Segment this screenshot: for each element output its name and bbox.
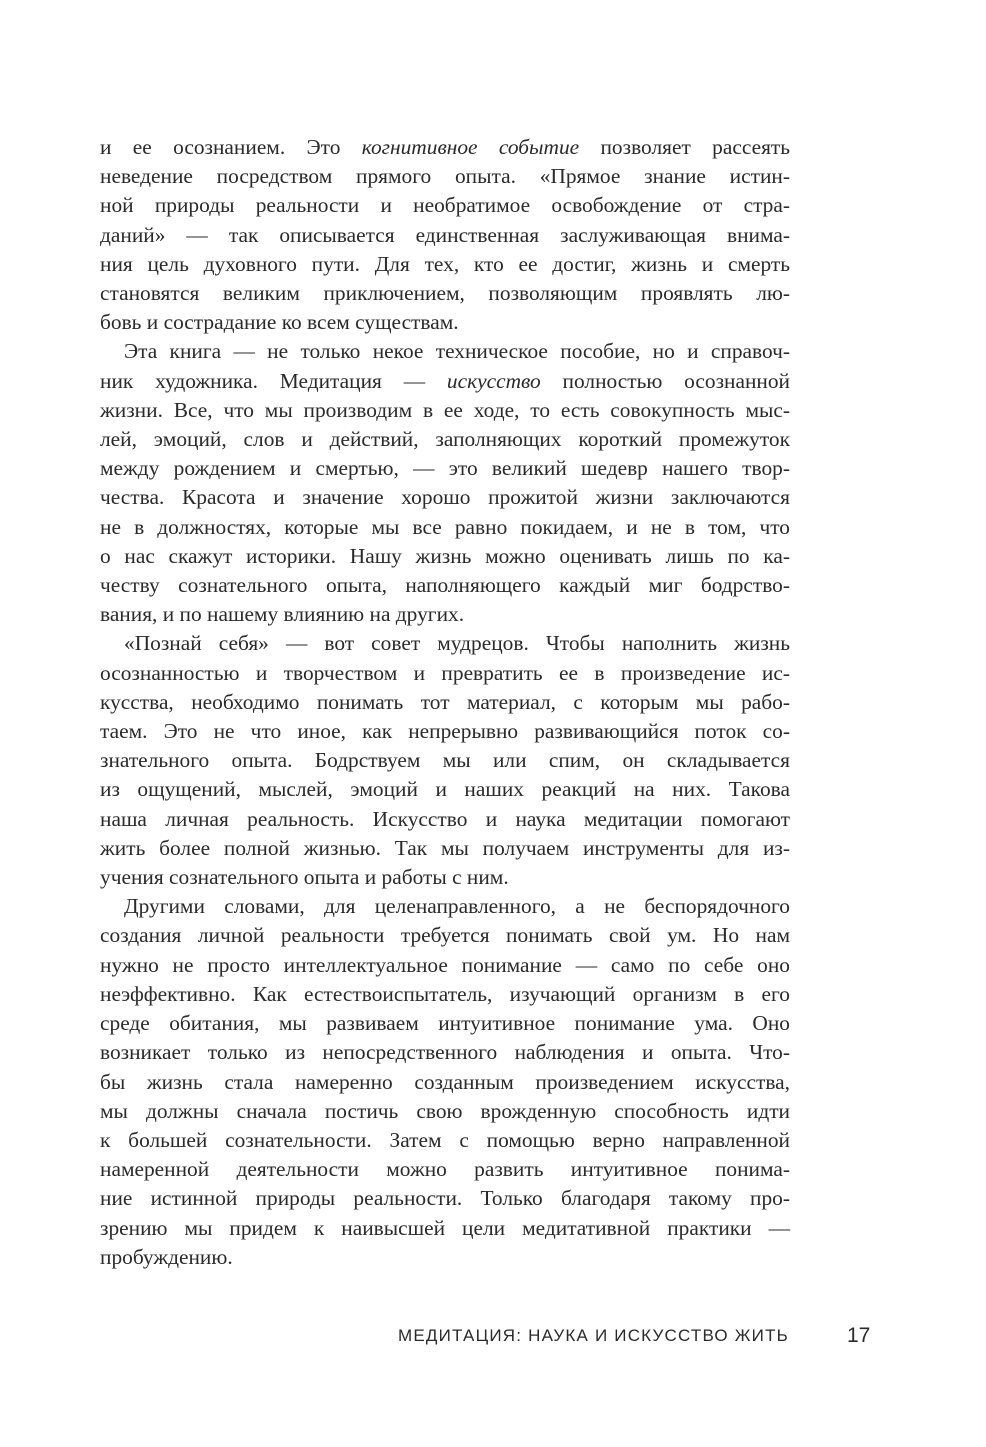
text-line [100, 454, 790, 483]
page-number: 17 [847, 1324, 871, 1347]
text-line [100, 1243, 790, 1272]
paragraph [100, 133, 790, 337]
text-segment: даний» — так описывается единственная заслуживающая внима- [100, 222, 790, 247]
text-line [100, 425, 790, 454]
text-line [100, 133, 790, 162]
text-segment: «Познай себя» — вот совет мудрецов. Чтобы наполнить жизнь [124, 631, 790, 656]
paragraph [100, 337, 790, 629]
text-line [100, 337, 790, 366]
text-line [100, 980, 790, 1009]
text-segment: жизни. Все, что мы производим в ее ходе, то есть совокупность мыс- [100, 397, 790, 422]
text-line [100, 892, 790, 921]
text-line [100, 1009, 790, 1038]
text-segment: честву сознательного опыта, наполняющего каждый миг бодрство- [100, 573, 790, 598]
paragraph [100, 892, 790, 1272]
text-segment: Эта книга — не только некое техническое пособие, но и справоч- [124, 339, 790, 364]
text-segment: становятся великим приключением, позволяющим проявлять лю- [100, 281, 790, 306]
text-line [100, 775, 790, 804]
text-segment: Другими словами, для целенаправленного, а не беспорядочного [124, 894, 790, 919]
text-line [100, 250, 790, 279]
text-segment: бовь и сострадание ко всем существам. [100, 310, 459, 335]
text-segment: ник художника. Медитация — [100, 368, 447, 393]
text-segment: неэффективно. Как естествоиспытатель, изучающий организм в его [100, 981, 790, 1006]
text-line [100, 1214, 790, 1243]
text-line [100, 951, 790, 980]
text-segment: возникает только из непосредственного наблюдения и опыта. Что- [100, 1040, 790, 1065]
text-segment: мы должны сначала постичь свою врожденную способность идти [100, 1098, 790, 1123]
text-line [100, 834, 790, 863]
text-line [100, 1038, 790, 1067]
text-segment: пробуждению. [100, 1244, 233, 1269]
text-segment: вания, и по нашему влиянию на других. [100, 602, 465, 627]
text-segment: и ее осознанием. Это [100, 135, 362, 159]
text-line [100, 805, 790, 834]
text-segment: бы жизнь стала намеренно созданным произведением искусства, [100, 1069, 790, 1094]
text-line [100, 571, 790, 600]
text-line [100, 629, 790, 658]
text-line [100, 1155, 790, 1184]
text-line [100, 191, 790, 220]
text-segment: знательного опыта. Бодрствуем мы или спим, он складывается [100, 748, 790, 773]
text-segment: кусства, необходимо понимать тот материал, с которым мы рабо- [100, 689, 790, 714]
text-line [100, 162, 790, 191]
page-footer [0, 1326, 986, 1356]
text-segment: зрению мы придем к наивысшей цели медитативной практики — [100, 1215, 790, 1240]
text-segment: ной природы реальности и необратимое освобождение от стра- [100, 193, 790, 218]
text-line [100, 542, 790, 571]
text-line [100, 863, 790, 892]
text-line [100, 717, 790, 746]
text-line [100, 921, 790, 950]
text-segment: ние истинной природы реальности. Только благодаря такому про- [100, 1186, 790, 1211]
text-line [100, 688, 790, 717]
text-line [100, 279, 790, 308]
text-segment: между рождением и смертью, — это великий шедевр нашего твор- [100, 456, 790, 481]
text-segment: позволяет рассеять [579, 135, 791, 159]
text-segment: наша личная реальность. Искусство и наука медитации помогают [100, 806, 790, 831]
text-segment: ния цель духовного пути. Для тех, кто ее достиг, жизнь и смерть [100, 251, 790, 276]
text-segment: среде обитания, мы развиваем интуитивное понимание ума. Оно [100, 1011, 790, 1036]
paragraph [100, 629, 790, 892]
text-line [100, 1184, 790, 1213]
text-line [100, 483, 790, 512]
text-segment: намеренной деятельности можно развить интуитивное понима- [100, 1157, 790, 1182]
text-segment: лей, эмоций, слов и действий, заполняющих короткий промежуток [100, 427, 790, 452]
text-line [100, 221, 790, 250]
text-line [100, 1097, 790, 1126]
text-line [100, 396, 790, 425]
text-segment: о нас скажут историки. Нашу жизнь можно оценивать лишь по ка- [100, 543, 790, 568]
text-line [100, 1126, 790, 1155]
text-segment: неведение посредством прямого опыта. «Прямое знание истин- [100, 164, 790, 189]
text-segment: таем. Это не что иное, как непрерывно развивающийся поток со- [100, 719, 790, 744]
text-segment: не в должностях, которые мы все равно покидаем, и не в том, что [100, 514, 790, 539]
text-line [100, 600, 790, 629]
text-line [100, 746, 790, 775]
text-line [100, 308, 790, 337]
text-segment: из ощущений, мыслей, эмоций и наших реакций на них. Такова [100, 777, 790, 802]
text-segment: учения сознательного опыта и работы с ним. [100, 865, 509, 890]
running-head: МЕДИТАЦИЯ: НАУКА И ИСКУССТВО ЖИТЬ [398, 1326, 790, 1345]
text-segment: осознанностью и творчеством и превратить ее в произведение ис- [100, 660, 790, 685]
italic-phrase: искусство [446, 368, 541, 393]
text-line [100, 1068, 790, 1097]
text-segment: жить более полной жизнью. Так мы получаем инструменты для из- [100, 835, 790, 860]
text-segment: чества. Красота и значение хорошо прожитой жизни заключаются [100, 485, 790, 510]
italic-phrase: когнитивное событие [361, 135, 580, 159]
text-line [100, 367, 790, 396]
text-segment: к большей сознательности. Затем с помощью верно направленной [100, 1127, 790, 1152]
text-segment: создания личной реальности требуется понимать свой ум. Но нам [100, 923, 790, 948]
text-segment: нужно не просто интеллектуальное понимание — само по себе оно [100, 952, 790, 977]
text-line [100, 513, 790, 542]
text-segment: полностью осознанной [540, 368, 790, 393]
body-text [100, 133, 790, 1272]
text-line [100, 659, 790, 688]
